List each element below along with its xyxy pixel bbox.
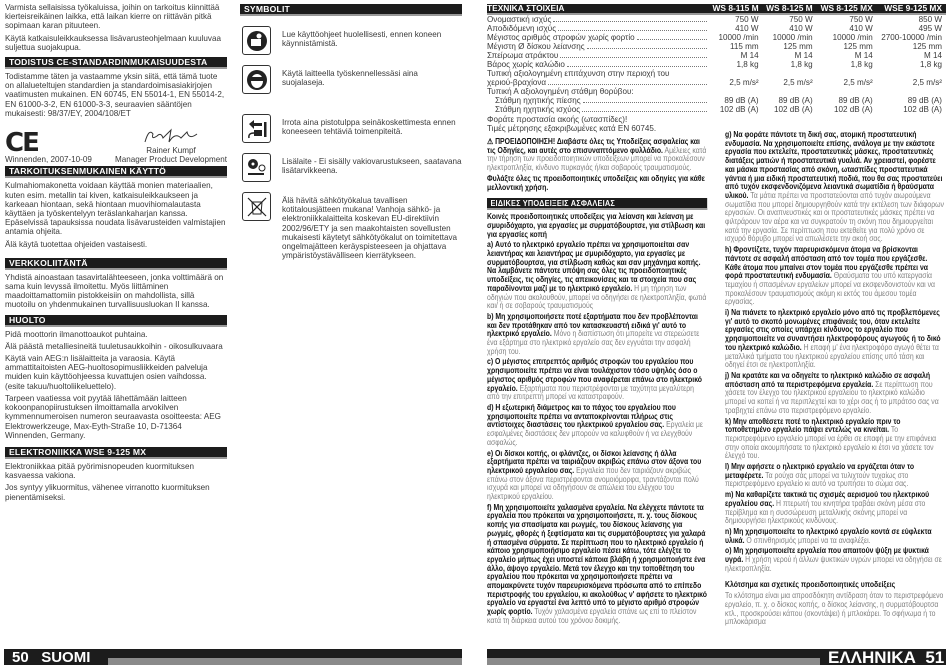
- safety-paragraph: [725, 246, 945, 307]
- paragraph: Το κλότσημα είναι μια απροσδόκητη αντίδραση όταν το περιστρεφόμενο εργαλείο, π. χ. ο δίσκος κοπής, ο δίσκος λείανσης, η συρματόβουρτσα κτλ., προσκρούσει κάπου (σκοντάψει) ή μπλοκάρει. Το σφήνωμα ή το μπλοκάρισμα: [725, 591, 944, 627]
- bold-text: c) Ο μέγιστος επιτρεπτός αριθμός στροφών του εργαλείου που χρησιμοποιείτε πρέπει να είναι τουλάχιστον τόσο υψηλός όσο ο μέγιστος αριθμός στροφών που αναφέρεται επάνω στο ηλεκτρικό εργαλείο.: [487, 357, 703, 393]
- paragraph: Tarpeen vaatiessa voit pyytää lähettämään laitteen kokoonpanopiirustuksen ilmoittamalla arvokilven kymmennumeroisen numeron seuraavasta osoitteesta: AEG Elektrowerkzeuge, Max-Eyth-Straße 10, D-71364 Winnenden, Germany.: [5, 393, 221, 440]
- paragraph-group: [725, 131, 945, 573]
- row-label: Αποδιδόμενη ισχύς: [487, 24, 557, 33]
- symbol-description: Älä hävitä sähkötyökalua tavallisen kotitalousjätteen mukana! Vanhoja sähkö- ja elektroniikkalaitteita koskevan EU-direktiivin 2002/96/ETY ja sen maakohtaisten sovellusten mukaisesti käytetyt sähkötyökalut on toimitettava ongelmajätteen keräyspisteeseen ja ohjattava ympäristöystävälliseen kierrätykseen.: [282, 196, 457, 261]
- cell-value: [817, 87, 877, 96]
- bold-text: o) Μη χρησιμοποιείτε εργαλεία που απαιτούν ψύξη με ψυκτικά υγρά.: [725, 546, 929, 565]
- table-row: [487, 51, 946, 60]
- symbol-item: [242, 26, 462, 55]
- bold-text: d) Η εξωτερική διάμετρος και το πάχος του εργαλείου που χρησιμοποιείτε πρέπει να ανταποκρίνονται πλήρως στις αντίστοιχες διαστάσεις του ηλεκτρικού εργαλείου σας.: [487, 402, 676, 430]
- cell-value: [817, 69, 877, 78]
- safety-paragraph: [725, 309, 945, 370]
- cell-value: 2,5 m/s²: [729, 78, 759, 87]
- accessory-icon: [242, 153, 271, 182]
- signature-icon: [141, 126, 201, 146]
- paragraph: Pidä moottorin ilmanottoaukot puhtaina.: [5, 329, 148, 339]
- symbol-description: Irrota aina pistotulppa seinäkoskettimesta ennen koneeseen tehtäviä toimenpiteitä.: [282, 118, 456, 137]
- safety-paragraph: [725, 491, 945, 526]
- row-label: Στάθμη ηχητικής πίεσης: [495, 96, 581, 105]
- cell-value: 495 W: [918, 24, 942, 33]
- paragraph: Elektroniikkaa pitää pyörimisnopeuden kuormituksen kasvaessa vakiona.: [5, 461, 194, 481]
- cell-value: 2700-10000 /min: [881, 33, 942, 42]
- table-row: [487, 14, 946, 24]
- table-header-row: [487, 4, 946, 14]
- read-manual-icon: [242, 26, 271, 55]
- safety-paragraph: [725, 372, 945, 416]
- safety-goggles-icon: [242, 65, 271, 94]
- cell-value: 102 dB (A): [719, 105, 759, 114]
- unplug-icon: [242, 114, 271, 143]
- paragraph: Käytä vain AEG:n lisälaitteita ja varaosia. Käytä ammattitaitoisten AEG-huoltosopimusliikkeiden palveluja muiden kuin käyttöohjeessa kuvattujen osien vaihdossa. (esite takuu/huoltoliikeluettelo).: [5, 354, 208, 391]
- safety-paragraph: [487, 404, 707, 448]
- page-label-right: [820, 649, 946, 665]
- cell-value: 89 dB (A): [778, 96, 813, 105]
- cell-value: M 14: [794, 51, 813, 60]
- paragraph: Jos syntyy ylikuormitus, vähenee virranotto kuormituksen pienentämiseksi.: [5, 483, 210, 502]
- cell-value: 1,8 kg: [850, 60, 873, 69]
- bold-text: j) Να κρατάτε και να οδηγείτε το ηλεκτρικό καλώδιο σε ασφαλή απόσταση από τα περιστρεφόμενα εργαλεία.: [725, 370, 931, 389]
- cell-value: 750 W: [849, 15, 873, 24]
- row-label: Βάρος χωρίς καλώδιο: [487, 60, 565, 69]
- symbol-description: Lue käyttöohjeet huolellisesti, ennen koneen käynnistämistä.: [282, 30, 442, 49]
- safety-paragraph: [725, 528, 945, 545]
- cell-value: 10000 /min: [772, 33, 813, 42]
- page-number: 51: [925, 648, 945, 667]
- cell-value: [877, 69, 946, 78]
- bold-text: k) Μην αποθέσετε ποτέ το ηλεκτρικό εργαλείο πριν το τοποθετημένο εργαλείο πάψει εντελώς να κινείται.: [725, 416, 901, 435]
- row-label: Στάθμη ηχητικής ισχύος: [495, 105, 581, 114]
- paragraph: Varmista sellaisissa työkaluissa, joihin on tarkoitus kiinnittää kierteisreikäinen laikka, että laikan kierre on riittävän pitkä sopimaan karan pituuteen.: [5, 3, 220, 31]
- cell-value: 89 dB (A): [724, 96, 759, 105]
- row-label: Μέγιστη Ø δίσκου λείανσης: [487, 42, 585, 51]
- row-label: Τυπική αξιολογημένη επιτάχυνση στην περιοχή του: [487, 69, 670, 78]
- safety-paragraph: [725, 418, 945, 462]
- bold-text: h) Φροντίζετε, τυχόν παρευρισκόμενα άτομα να βρίσκονται πάντοτε σε ασφαλή απόσταση από τον τομέα που εργάζεσθε. Κάθε άτομα που μπαίνει στον τομέα που εργάζεσθε πρέπει να φορά προστατευτική ενδυμασία.: [725, 245, 929, 281]
- row-label: χεριού-βραχίονα: [487, 78, 547, 87]
- model-header: WSE 9-125 MX: [884, 3, 942, 13]
- safety-paragraph: [725, 131, 945, 244]
- cell-value: 102 dB (A): [903, 105, 942, 114]
- cell-value: [763, 69, 817, 78]
- body-text: Τα ρούχα σάς μπορεί να τυλιχτούν τυχαίως στο περιστρεφόμενο εργαλείο κι αυτό να τρυπήσει το σώμα σας.: [725, 470, 909, 489]
- tech-note: Φοράτε προστασία ακοής (ωτασπίδες)!: [487, 115, 628, 124]
- cell-value: 125 mm: [783, 42, 813, 51]
- place-date: Winnenden, 2007-10-09: [5, 155, 92, 165]
- cell-value: 1,8 kg: [919, 60, 942, 69]
- bold-text: f) Μη χρησιμοποιείτε χαλασμένα εργαλεία. Να ελέγχετε πάντοτε τα εργαλεία που πρόκειται να χρησιμοποιήσετε, π. χ. τους δίσκους κοπής για σπασίματα και ρωγμές, του δίσκους λείανσης για ρωγμές, φθορές ή ξεφτίσματα και τις συρματόβουρτσες για χαλαρά ή σπασμένα σύρματα. Σε περίπτωση που το ηλεκτρικό εργαλείο ή κάποιο χρησιμοποιήσιμο εργαλείο πέσει κάτω, τότε ελέγξτε το εργαλείο μήπως έχει υποστεί κάποια βλάβη ή χρησιμοποιήστε ένα άλλο, άψογο εργαλείο. Μετά τον έλεγχο και την τοποθέτηση του εργαλείου που πρόκειται να χρησιμοποιήσετε πρέπει να απομακρύνετε τυχόν παρευρισκόμενα πρόσωπα από το επίπεδο περιστροφής του εργαλείου, κι ακολούθως ν' αφήσετε το ηλεκτρικό εργαλείο να εργαστεί ένα λεπτό υπό το μέγιστο αριθμό στροφών χωρίς φορτίο.: [487, 502, 707, 617]
- cell-value: 2,5 m/s²: [912, 78, 942, 87]
- cell-value: M 14: [854, 51, 873, 60]
- table-row: [487, 33, 946, 42]
- paragraph-group: [487, 138, 707, 192]
- cell-value: 410 W: [789, 24, 813, 33]
- cell-value: M 14: [924, 51, 942, 60]
- cell-value: [763, 87, 817, 96]
- symbol-description: Käytä laitteella työskennellessäsi aina suojalaseja.: [282, 69, 418, 88]
- section-heading-safety: ΕΙΔΙΚΕΣ ΥΠΟΔΕΙΞΕΙΣ ΑΣΦΑΛΕΙΑΣ: [487, 198, 707, 210]
- safety-paragraph: [725, 463, 945, 489]
- symbol-item: [242, 114, 462, 143]
- safety-paragraph: [725, 547, 945, 573]
- body-text: Η πτερωτή του κινητήρα τραβάει σκόνη μέσα στο περίβλημα και η συσσώρευση μεταλλικής σκόνης μπορεί να δημιουργήσει ηλεκτρικούς κινδύνους.: [725, 498, 926, 526]
- table-row: [487, 42, 946, 51]
- table-row: [487, 24, 946, 33]
- table-row: [487, 87, 946, 96]
- safety-paragraph: [487, 138, 707, 173]
- cell-value: 125 mm: [912, 42, 942, 51]
- safety-paragraph: [487, 358, 707, 402]
- technical-data-table: [487, 4, 946, 114]
- cell-value: [877, 87, 946, 96]
- body-text: Η μη τήρηση των οδηγιών που ακολουθούν, μπορεί να οδηγήσει σε ηλεκτροπληξία, φωτιά και/ ή σε σοβαρούς τραυματισμούς: [487, 283, 707, 311]
- body-text: Εξαρτήματα που περιστρέφονται με ταχύτητα μεγαλύτερη από την επιτρεπτή μπορεί να καταστραφούν.: [487, 383, 694, 402]
- symbol-item: [242, 65, 462, 94]
- cell-value: 410 W: [735, 24, 759, 33]
- model-header: WS 8-115 M: [712, 3, 759, 13]
- table-row: [487, 60, 946, 69]
- cell-value: 850 W: [918, 15, 942, 24]
- footer-right: [487, 649, 946, 665]
- table-heading: ΤΕΧΝΙΚΑ ΣΤΟΙΧΕΙΑ: [487, 3, 565, 13]
- paragraph-group: [487, 213, 707, 625]
- bold-text: i) Να πιάνετε το ηλεκτρικό εργαλείο μόνο από τις προβλεπόμενες γι' αυτό το σκοπό μονωμένες επιφάνειές του, όταν εκτελείτε εργασίες στις οποίες υπάρχει κίνδυνος το εργαλείο που χρησιμοποιείτε να συναντήσει ηλεκτροφόρους αγωγούς ή το δικό του ηλεκτρικό καλώδιο.: [725, 308, 941, 352]
- body-text: Η χρήση νερού ή άλλων ψυκτικών υγρών μπορεί να οδηγήσει σε ηλεκτροπληξία.: [725, 555, 942, 573]
- paragraph: Käytä katkaisuleikkauksessa lisävarusteohjelmaan kuuluvaa suljettua suojakupua.: [5, 33, 221, 52]
- cell-value: 89 dB (A): [907, 96, 942, 105]
- body-text: Σε περίπτωση που χάσετε τον έλεγχο του ηλεκτρικού εργαλείου το ηλεκτρικό καλώδιο μπορεί να κοπεί ή να περιπλεχτεί και το χέρι σας ή το μπράτσο σας να τραβηχτεί επάνω στο περιστρεφόμενο εργαλείο.: [725, 379, 939, 415]
- cell-value: 2,5 m/s²: [843, 78, 873, 87]
- weee-crossed-bin-icon: [242, 192, 271, 221]
- body-text: Ο σπινθηρισμός μπορεί να τα αναφλέξει.: [744, 535, 871, 545]
- section-heading-ce: TODISTUS CE-STANDARDINMUKAISUUDESTA: [5, 57, 227, 69]
- section-heading-mains: VERKKOLIITÄNTÄ: [5, 258, 227, 270]
- model-header: WS 8-125 MX: [820, 3, 873, 13]
- bold-text: n) Μη χρησιμοποιείτε το ηλεκτρικό εργαλείο κοντά σε εύφλεκτα υλικά.: [725, 526, 932, 545]
- cell-value: 125 mm: [843, 42, 873, 51]
- page-number: 50: [12, 649, 29, 666]
- table-row: [487, 69, 946, 78]
- bold-text: ⚠ ΠΡΟΕΙΔΟΠΟΙΗΣΗ! Διαβάστε όλες τις Υποδείξεις ασφαλείας και τις Οδηγίες, και αυτές στο επισυναπτόμενο φυλλάδιο.: [487, 137, 700, 155]
- language-label: ΕΛΛΗΝΙΚΑ: [828, 648, 916, 667]
- bold-text: b) Μη χρησιμοποιήσετε ποτέ εξαρτήματα που δεν προβλέπονται και δεν προτάθηκαν από τον κατασκευαστή ειδικά γι' αυτό το ηλεκτρικό εργαλείο.: [487, 311, 698, 339]
- table-row: [487, 105, 946, 114]
- symbol-item: [242, 153, 462, 182]
- symbol-item: [242, 192, 462, 260]
- paragraph: Todistamme täten ja vastaamme yksin siitä, että tämä tuote on allalueteltujen standardien ja standardoimisasiakirjojen vaatimusten mukainen. EN 60745, EN 55014-1, EN 55014-2, EN 61000-3-2, EN 61000-3-3, seuraavien sääntöjen mukaisesti: 98/37/EY, 2004/108/ET: [5, 72, 225, 118]
- section-heading-intended-use: TARKOITUKSENMUKAINEN KÄYTTÖ: [5, 166, 227, 178]
- model-header: WS 8-125 M: [766, 3, 813, 13]
- cell-value: 750 W: [789, 15, 813, 24]
- paragraph: Yhdistä ainoastaan tasavirtalähteeseen, jonka volttimäärä on sama kuin levyssä ilmoitettu. Myös liittäminen maadoittamattomiin pistokkeisiin on mahdollista, sillä muotoilu on yhdenmukainen turvallisuusluokan II kanssa.: [5, 272, 224, 310]
- bold-text: Φυλάξτε όλες τις προειδοποιητικές υποδείξεις και οδηγίες για κάθε μελλοντική χρήση.: [487, 173, 705, 192]
- cell-value: 102 dB (A): [834, 105, 873, 114]
- safety-paragraph: [487, 175, 707, 192]
- cell-value: 102 dB (A): [773, 105, 813, 114]
- cell-value: 750 W: [735, 15, 759, 24]
- body-text: Τα μάτια πρέπει να προστατεύονται από τυχόν αιωρούμενα σωματίδια που μπορεί δημιουργηθούν κατά την εκτέλεση των διάφορων εργασιών. Οι αναπνευστικές και οι προστατευτικές μάσκες πρέπει να φιλτράρουν τον αέρα και να συγκρατούν τη σκόνη που δημιουργείται κατά την εργασία. Σε περίπτωση που εκτεθείτε για πολύ χρόνο σε ισχυρό θόρυβο μπορεί να απωλέσετε την ακοή σας.: [725, 190, 944, 244]
- body-text: Μόνο η διαπίστωση ότι μπορείτε να στερεώσετε ένα εξάρτημα στο ηλεκτρικό εργαλείο σας δεν εγγυάται την ασφαλή χρήση του.: [487, 329, 700, 356]
- row-label: Μέγιστος αριθμός στροφών χωρίς φορτίο: [487, 33, 635, 42]
- language-label: SUOMI: [41, 649, 91, 666]
- cell-value: 2,5 m/s²: [783, 78, 813, 87]
- cell-value: M 14: [740, 51, 759, 60]
- table-row: [487, 96, 946, 105]
- safety-paragraph: [487, 213, 707, 239]
- body-text: Θραύσματα του υπό κατεργασία τεμαχίου ή σπασμένων εργαλείων μπορεί να εκσφενδονιστούν και να προκαλέσουν τραυματισμούς ακόμη κι εκτός του άμεσου τομέα εργασίας.: [725, 271, 936, 307]
- body-text: Εργαλεία που δεν ταιριάζουν ακριβώς επάνω στον άξονα περιστρέφονται ανομοιόμορφα, τραντάζονται πολύ ισχυρά και μπορεί να οδηγήσουν σε απώλεια του ελέγχου του ηλεκτρικού εργαλείου.: [487, 465, 699, 502]
- body-text: Η επαφή μ' ένα ηλεκτροφόρο αγωγό θέτει τα μεταλλικά τμήματα του ηλεκτρικού εργαλείου επίσης υπό τάση και οδηγεί έτσι σε ηλεκτροπληξία.: [725, 342, 939, 370]
- bold-text: e) Οι δίσκοι κοπής, οι φλάντζες, οι δίσκοι λείανσης ή άλλα εξαρτήματα πρέπει να ταιριάζουν ακριβώς επάνω στον άξονα του ηλεκτρικού εργαλείου σας.: [487, 448, 702, 475]
- tech-note: Τιμές μέτρησης εξακριβωμένες κατά EN 60745.: [487, 124, 657, 133]
- cell-value: 10000 /min: [832, 33, 873, 42]
- body-text: Το περιστρεφόμενο εργαλείο μπορεί να έρθει σε επαφή με την επιφάνεια στην οποία ακουμπήσατε το ηλεκτρικό εργαλείο κι έτσι να χάσετε τον έλεγχό του.: [725, 425, 937, 461]
- cell-value: [709, 87, 763, 96]
- cell-value: 115 mm: [729, 42, 759, 51]
- cell-value: 1,8 kg: [736, 60, 759, 69]
- paragraph: Älä käytä tuotettaa ohjeiden vastaisesti.: [5, 239, 148, 249]
- section-heading-symbols: SYMBOLIT: [240, 4, 462, 16]
- safety-paragraph: [487, 450, 707, 502]
- bold-text: g) Να φοράτε πάντοτε τη δική σας, ατομική προστατευτική ενδυμασία. Να χρησιμοποιείτε επίσης, ανάλογα με την εκάστοτε εργασία που εκτελείτε, προστατευτικές μάσκες, προστατευτικές διατάξεις ματιών ή προστατευτικά γυαλιά. Αν χρειαστεί, φορέστε και μάσκα προστασίας από σκόνη, ωτασπίδες προστατευτικά γάντια ή μια ειδική προστατευτική ποδιά, που θα σας προστατεύει από τυχόν εκσφενδονιζόμενα λειαντικά σωματίδια ή θραύσματα υλικού.: [725, 130, 943, 200]
- greek-column-1: [487, 138, 707, 626]
- ce-signature-block: [5, 126, 227, 164]
- cell-value: 410 W: [849, 24, 873, 33]
- safety-paragraph: [487, 241, 707, 311]
- paragraph: Älä päästä metalliesineitä tuuletusaukkoihin - oikosulkuvaara: [5, 341, 223, 351]
- safety-paragraph: [487, 313, 707, 357]
- page-label-left: [4, 649, 108, 665]
- body-text: Τυχόν χαλασμένα εργαλεία σπάνε ως επί το πλείστον κατά τη διάρκεια αυτού του χρόνου δοκιμής.: [487, 607, 697, 625]
- bold-text: m) Να καθαρίζετε τακτικά τις σχισμές αερισμού του ηλεκτρικού εργαλείου σας.: [725, 490, 930, 508]
- signer-name: Rainer Kumpf: [146, 146, 196, 156]
- safety-paragraph: [487, 504, 707, 626]
- bold-text: a) Αυτό το ηλεκτρικό εργαλείο πρέπει να χρησιμοποιείται σαν λειαντήρας και λειαντήρας με σμυριδόχαρτο, για εργασίες με συρματόβουρτσα, για στίλβωση καθώς και σαν μηχάνημα κοπής. Να λαμβάνετε πάντοτε υπόψη σας όλες τις προειδοποιητικές υποδείξεις, τις οδηγίες, τις απεικονίσεις και τα στοιχεία που σας παραδίνονται μαζί με το ηλεκτρικό εργαλείο.: [487, 240, 701, 293]
- footer-left: [4, 649, 462, 665]
- cell-value: 89 dB (A): [838, 96, 873, 105]
- finnish-column-1: [5, 3, 227, 505]
- symbol-description: Lisälaite - Ei sisälly vakiovarustukseen, saatavana lisätarvikkeena.: [282, 157, 462, 176]
- cell-value: [709, 69, 763, 78]
- body-text: Αμέλειες κατά την τήρηση των προειδοποιητικών υποδείξεων μπορεί να προκαλέσουν ηλεκτροπληξία, κίνδυνο πυρκαγιάς ή/και σοβαρούς τραυματισμούς.: [487, 145, 707, 173]
- bold-text: l) Μην αφήσετε ο ηλεκτρικό εργαλείο να εργάζεται όταν το μεταφέρετε.: [725, 462, 915, 480]
- cell-value: 10000 /min: [718, 33, 759, 42]
- cell-value: 1,8 kg: [790, 60, 813, 69]
- row-label: Σπείρωμα ατράκτου: [487, 51, 559, 60]
- section-heading-service: HUOLTO: [5, 315, 227, 327]
- signature-block: [115, 126, 227, 164]
- paragraph: Kulmahiomakonetta voidaan käyttää monien materiaalien, kuten esim. metallin tai kiven, katkaisuleikkaukseen ja karkeaan hiontaan, sekä hiontaan muovihiomalautasta käyttäen ja työskentelyyn teräslankaharjan kanssa. Epäselvissä tapauksissa noudata lisävarusteiden valmistajien antamia ohjeita.: [5, 181, 226, 237]
- signer-title: Manager Product Development: [114, 155, 227, 165]
- symbols-column: [240, 3, 462, 260]
- body-text: Εργαλεία με εσφαλμένες διαστάσεις δεν μπορούν να καλυφθούν ή να ελεγχθούν ασφαλώς.: [487, 420, 703, 447]
- row-label: Ονομαστική ισχύς: [487, 15, 552, 24]
- table-row: [487, 78, 946, 87]
- ce-mark-logo: CE: [5, 128, 38, 159]
- bold-text: Κοινές προειδοποιητικές υποδείξεις για λείανση και λείανση με σμυριδόχαρτο, για εργασίες με συρματόβουρτσε, για στίλβωση και για εργασίες κοπή: [487, 212, 706, 239]
- row-label: Τυπική Α αξιολογημένη στάθμη θορύβου:: [487, 87, 634, 96]
- greek-column-2: [725, 131, 945, 629]
- subheading-kickback: Κλότσημα και σχετικές προειδοποιητικές υποδείξεις: [725, 580, 896, 590]
- section-heading-electronics: ELEKTRONIIKKA WSE 9-125 MX: [5, 447, 227, 459]
